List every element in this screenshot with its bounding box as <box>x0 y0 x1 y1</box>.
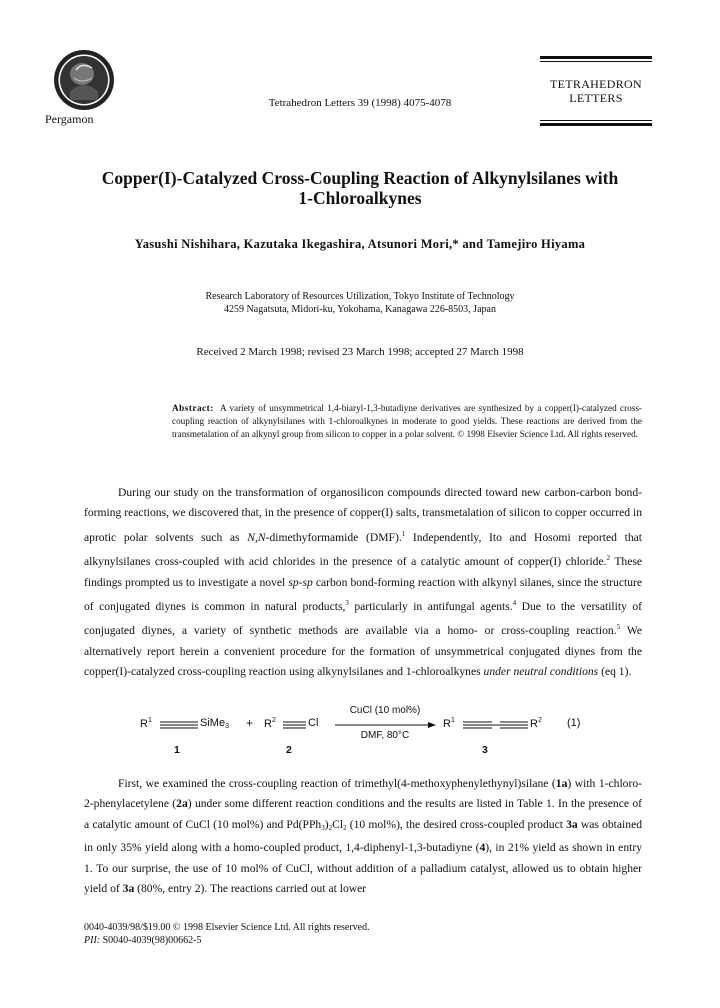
reference-marker: 5 <box>616 623 621 632</box>
reactant-1-sime3: SiMe$_3$ <box>200 717 229 730</box>
p2-text: ) under some different reaction conditions and the results are listed in Table 1. In the presence of a catalytic amount of CuCl (10 mol%) and Pd(PPh <box>84 797 642 831</box>
paragraph-results <box>84 774 642 899</box>
abstract-label: Abstract: <box>172 403 214 413</box>
p1-italic-spsp: sp-sp <box>288 575 313 589</box>
p1-text: (eq 1). <box>598 665 632 679</box>
p1-text: carbon bond-forming reaction with alkynyl silanes, since the structure of conjugated diynes is common in natural products, <box>84 575 642 614</box>
abstract <box>172 402 642 441</box>
reference-marker: 4 <box>512 599 517 608</box>
reference-marker: 1 <box>401 529 406 538</box>
subscript: 2 <box>328 823 333 832</box>
publisher-name: Pergamon <box>45 112 94 126</box>
reference-marker: 2 <box>606 554 611 563</box>
journal-name <box>540 77 652 105</box>
footer <box>84 921 370 947</box>
compound-ref: 3a <box>566 817 578 831</box>
p1-italic-nn: N,N <box>247 530 266 544</box>
footer-pii <box>84 934 370 947</box>
journal-name-line2: LETTERS <box>569 91 623 105</box>
footer-copyright: 0040-4039/98/$19.00 © 1998 Elsevier Science Ltd. All rights reserved. <box>84 922 370 933</box>
p2-text: ) <box>324 817 329 831</box>
affiliation <box>0 290 720 316</box>
compound-number-1: 1 <box>174 744 180 756</box>
diyne-bonds <box>463 722 528 728</box>
journal-reference: Tetrahedron Letters 39 (1998) 4075-4078 <box>268 97 452 109</box>
p1-text: Due to the versatility of conjugated diynes, a variety of synthetic methods are available via a homo- or cross-coupling reaction. <box>84 600 642 638</box>
plus-sign: + <box>246 716 254 730</box>
pii-value: S0040-4039(98)00662-5 <box>100 935 202 946</box>
catalyst-label: CuCl (10 mol%) <box>349 705 421 716</box>
equation-number: (1) <box>567 717 581 729</box>
pii-label: PII: <box>84 935 101 946</box>
p1-text: Independently, Ito and Hosomi reported that alkynylsilanes cross-coupled with acid chlorides in the presence of a catalytic amount of copper(I) chloride. <box>84 530 642 569</box>
compound-number-2: 2 <box>286 744 292 756</box>
affiliation-line1: Research Laboratory of Resources Utilization, Tokyo Institute of Technology <box>205 291 515 302</box>
reactant-2-cl: Cl <box>308 717 319 729</box>
p2-text: (80%, entry 2). The reactions carried out at lower <box>134 882 367 896</box>
p1-text: -dimethyformamide (DMF). <box>265 530 402 544</box>
triple-bond <box>283 722 306 728</box>
p2-text: (10 mol%), the desired cross-coupled product <box>346 817 567 831</box>
received-dates: Received 2 March 1998; revised 23 March 1998; accepted 27 March 1998 <box>196 346 524 358</box>
reference-marker: 3 <box>345 599 349 608</box>
compound-ref: 4 <box>479 841 486 855</box>
triple-bond <box>160 722 198 728</box>
p2-text: ), in 21% yield as shown in entry 1. To our surprise, the use of 10 mol% of CuCl, without addition of a palladium catalyst, allowed us to obtain higher yield of <box>84 841 642 896</box>
article-title <box>60 168 660 208</box>
product-r2: $R^2$ <box>530 717 542 730</box>
subscript: 3 <box>321 823 325 832</box>
p2-text: ) with 1-chloro-2-phenylacetylene ( <box>84 777 642 811</box>
p1-text: particularly in antifungal agents. <box>348 600 513 614</box>
title-line2: 1-Chloroalkynes <box>298 188 422 208</box>
authors: Yasushi Nishihara, Kazutaka Ikegashira, Atsunori Mori,* and Tamejiro Hiyama <box>134 237 586 251</box>
reaction-scheme <box>140 705 590 766</box>
p2-text: First, we examined the cross-coupling reaction of trimethyl(4-methoxyphenylethynyl)silane ( <box>118 777 556 790</box>
journal-rule-top <box>540 56 652 62</box>
abstract-text: A variety of unsymmetrical 1,4-biaryl-1,3-butadiyne derivatives are synthesized by a copper(I)-catalyzed cross-coupling reaction of alkynylsilanes with 1-chloroalkynes in moderate to good yields. These reactions are derived from the transmetalation of an alkynyl group from silicon to copper in a polar solvent. © 1998 Elsevier Science Ltd. All rights reserved. <box>172 403 642 439</box>
journal-rule-bottom <box>540 120 652 128</box>
paragraph-intro <box>84 483 642 683</box>
reactant-2-r2: $R^2$ <box>264 717 276 730</box>
compound-ref: 1a <box>555 777 568 790</box>
conditions-label: DMF, 80°C <box>360 730 410 741</box>
reaction-arrow <box>335 722 436 728</box>
title-line1: Copper(I)-Catalyzed Cross-Coupling Reaction of Alkynylsilanes with <box>101 168 619 188</box>
affiliation-line2: 4259 Nagatsuta, Midori-ku, Yokohama, Kanagawa 226-8503, Japan <box>224 304 496 315</box>
reactant-1-r1: $R^1$ <box>140 717 152 730</box>
compound-ref: 3a <box>122 882 135 896</box>
subscript: 2 <box>343 823 347 832</box>
p1-text: These findings prompted us to investigate a novel <box>84 555 642 589</box>
p1-text: During our study on the transformation of organosilicon compounds directed toward new carbon-carbon bond-forming reactions, we discovered that, in the presence of copper(I) salts, transmetalation of silicon to copper occurred in aprotic polar solvents such as <box>84 486 642 544</box>
product-r1: $R^1$ <box>443 717 455 730</box>
p2-text: was obtained in only 35% yield along with a homo-coupled product, 1,4-diphenyl-1,3-butadiyne ( <box>84 817 643 855</box>
journal-name-line1: TETRAHEDRON <box>550 77 642 91</box>
p1-text: We alternatively report herein a convenient procedure for the formation of unsymmetrical conjugated diynes from the copper(I)-catalyzed cross-coupling reaction using alkynylsilanes and 1-chloroalkynes <box>84 624 642 679</box>
p2-text: Cl <box>332 817 344 831</box>
compound-ref: 2a <box>176 797 188 811</box>
p1-italic-neutral: under neutral conditions <box>483 665 599 679</box>
compound-number-3: 3 <box>482 744 488 756</box>
